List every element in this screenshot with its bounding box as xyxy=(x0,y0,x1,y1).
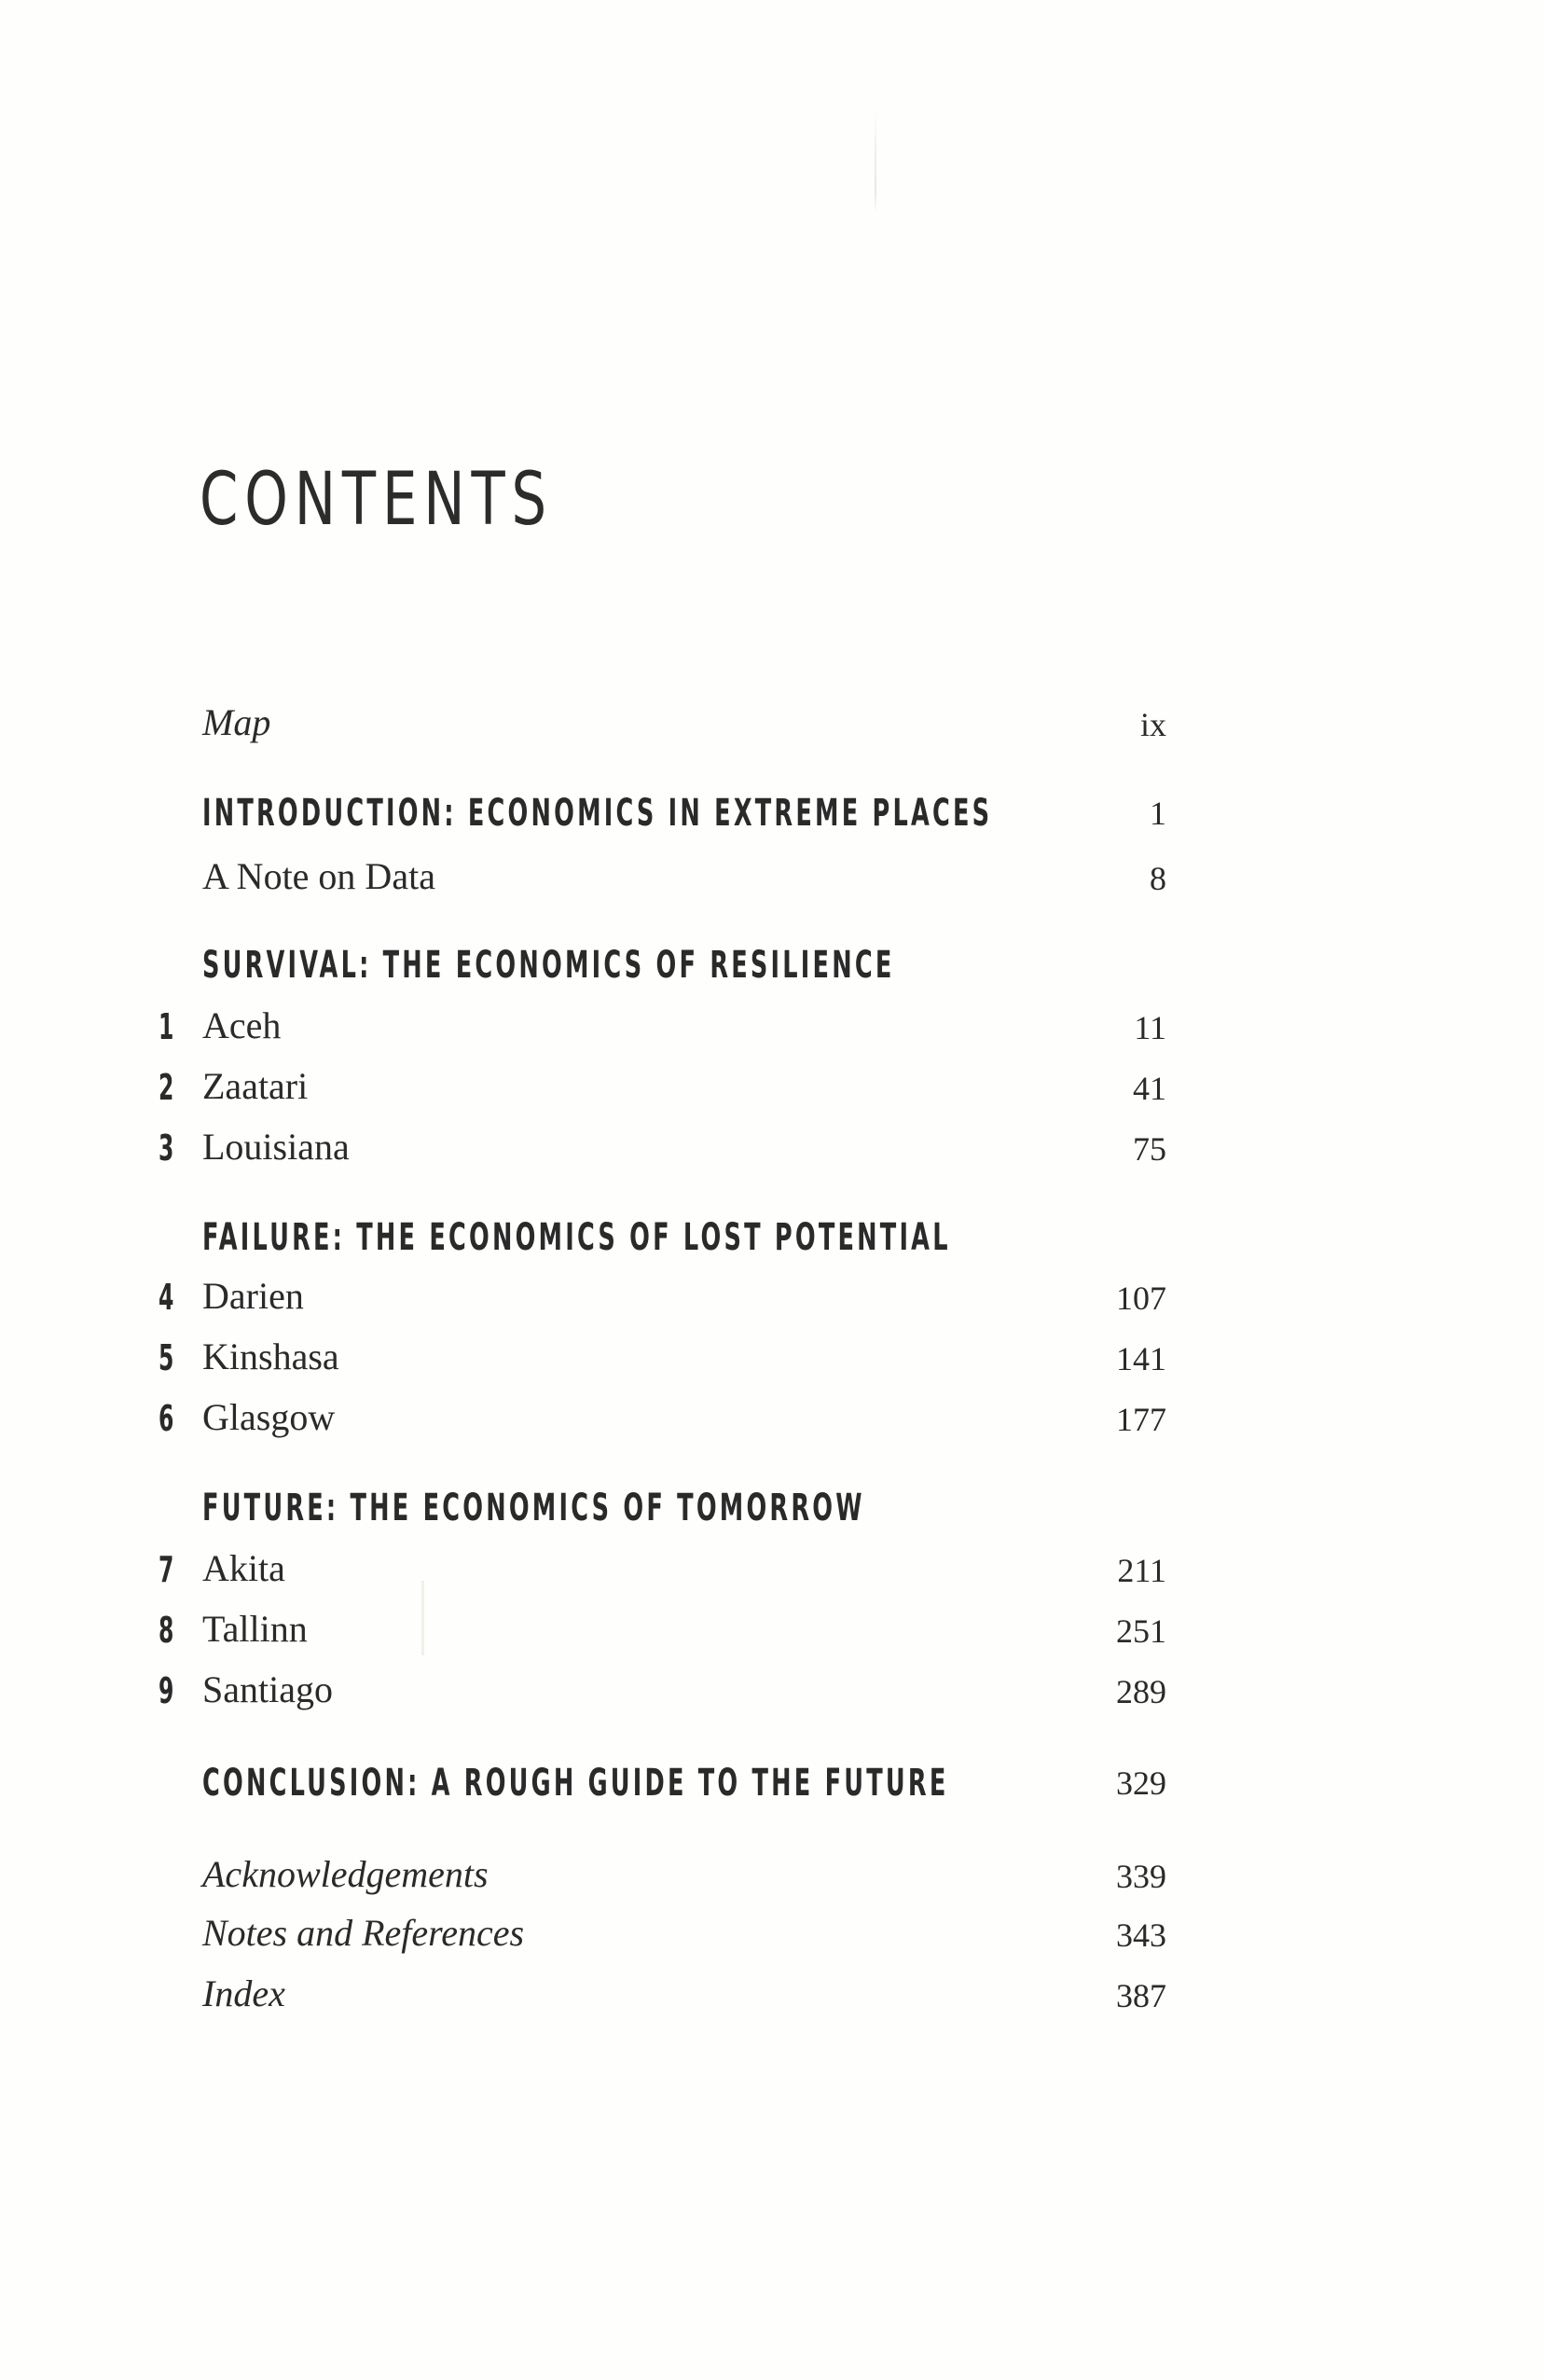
chapter-title: Kinshasa xyxy=(202,1335,339,1377)
chapter-title: Glasgow xyxy=(202,1396,336,1438)
toc-chapter-9[interactable] xyxy=(0,1653,1544,1709)
toc-entry-index[interactable] xyxy=(0,1957,1544,2013)
chapter-number: 1 xyxy=(159,1006,174,1047)
toc-entry-notes-and-references[interactable] xyxy=(0,1896,1544,1952)
scan-artifact xyxy=(875,110,876,213)
section-heading: CONCLUSION: A ROUGH GUIDE TO THE FUTURE xyxy=(202,1762,949,1805)
toc-entry-label: A Note on Data xyxy=(202,855,435,897)
chapter-title: Tallinn xyxy=(202,1608,308,1650)
page-title: CONTENTS xyxy=(200,458,553,542)
part-heading: FUTURE: THE ECONOMICS OF TOMORROW xyxy=(202,1487,865,1529)
toc-chapter-4[interactable] xyxy=(0,1259,1544,1318)
toc-chapter-5[interactable] xyxy=(0,1320,1544,1376)
part-heading: SURVIVAL: THE ECONOMICS OF RESILIENCE xyxy=(202,944,895,987)
toc-page-number: ix xyxy=(1139,706,1166,743)
toc-entry-label: Notes and References xyxy=(202,1912,525,1954)
toc-entry-label: Map xyxy=(202,701,271,743)
part-heading: FAILURE: THE ECONOMICS OF LOST POTENTIAL xyxy=(202,1216,951,1259)
toc-page-number: 1 xyxy=(1150,795,1166,832)
toc-heading-introduction[interactable] xyxy=(0,774,1544,835)
section-heading: INTRODUCTION: ECONOMICS IN EXTREME PLACES xyxy=(202,792,993,835)
toc-page-number: 343 xyxy=(1116,1916,1166,1954)
toc-page-number: 11 xyxy=(1134,1009,1166,1046)
toc-entry-label: Acknowledgements xyxy=(202,1853,489,1895)
chapter-title: Louisiana xyxy=(202,1126,350,1168)
toc-chapter-1[interactable] xyxy=(0,989,1544,1045)
chapter-number: 9 xyxy=(159,1670,174,1711)
toc-part-heading-survival xyxy=(0,926,1544,987)
chapter-number: 5 xyxy=(159,1337,174,1378)
chapter-number: 2 xyxy=(159,1067,174,1108)
toc-page-number: 75 xyxy=(1133,1130,1166,1168)
chapter-title: Santiago xyxy=(202,1668,333,1710)
chapter-title: Darien xyxy=(202,1275,304,1317)
toc-page-number: 289 xyxy=(1116,1673,1166,1710)
toc-page-number: 8 xyxy=(1150,860,1166,897)
toc-page-number: 177 xyxy=(1116,1401,1166,1438)
toc-heading-conclusion[interactable] xyxy=(0,1744,1544,1805)
toc-page-number: 211 xyxy=(1117,1552,1166,1589)
toc-chapter-3[interactable] xyxy=(0,1110,1544,1169)
chapter-number: 6 xyxy=(159,1398,174,1439)
chapter-title: Aceh xyxy=(202,1004,282,1046)
toc-page-number: 329 xyxy=(1116,1764,1166,1802)
toc-chapter-2[interactable] xyxy=(0,1049,1544,1108)
toc-chapter-8[interactable] xyxy=(0,1592,1544,1651)
chapter-number: 4 xyxy=(159,1277,174,1318)
toc-page-number: 339 xyxy=(1116,1858,1166,1895)
toc-entry-label: Index xyxy=(202,1972,285,2014)
toc-page-number: 251 xyxy=(1116,1612,1166,1650)
toc-entry-acknowledgements[interactable] xyxy=(0,1837,1544,1893)
toc-page-number: 41 xyxy=(1133,1070,1166,1107)
chapter-title: Zaatari xyxy=(202,1065,309,1107)
toc-part-heading-future xyxy=(0,1469,1544,1529)
toc-page-number: 107 xyxy=(1116,1280,1166,1317)
chapter-number: 8 xyxy=(159,1610,174,1651)
chapter-number: 7 xyxy=(159,1549,174,1590)
toc-page-number: 141 xyxy=(1116,1340,1166,1377)
chapter-title: Akita xyxy=(202,1547,285,1589)
toc-entry-map[interactable] xyxy=(0,685,1544,741)
toc-entry-note-on-data[interactable] xyxy=(0,839,1544,895)
toc-page-number: 387 xyxy=(1116,1977,1166,2014)
toc-chapter-7[interactable] xyxy=(0,1531,1544,1590)
chapter-number: 3 xyxy=(159,1128,174,1169)
toc-chapter-6[interactable] xyxy=(0,1380,1544,1439)
toc-part-heading-failure xyxy=(0,1198,1544,1259)
